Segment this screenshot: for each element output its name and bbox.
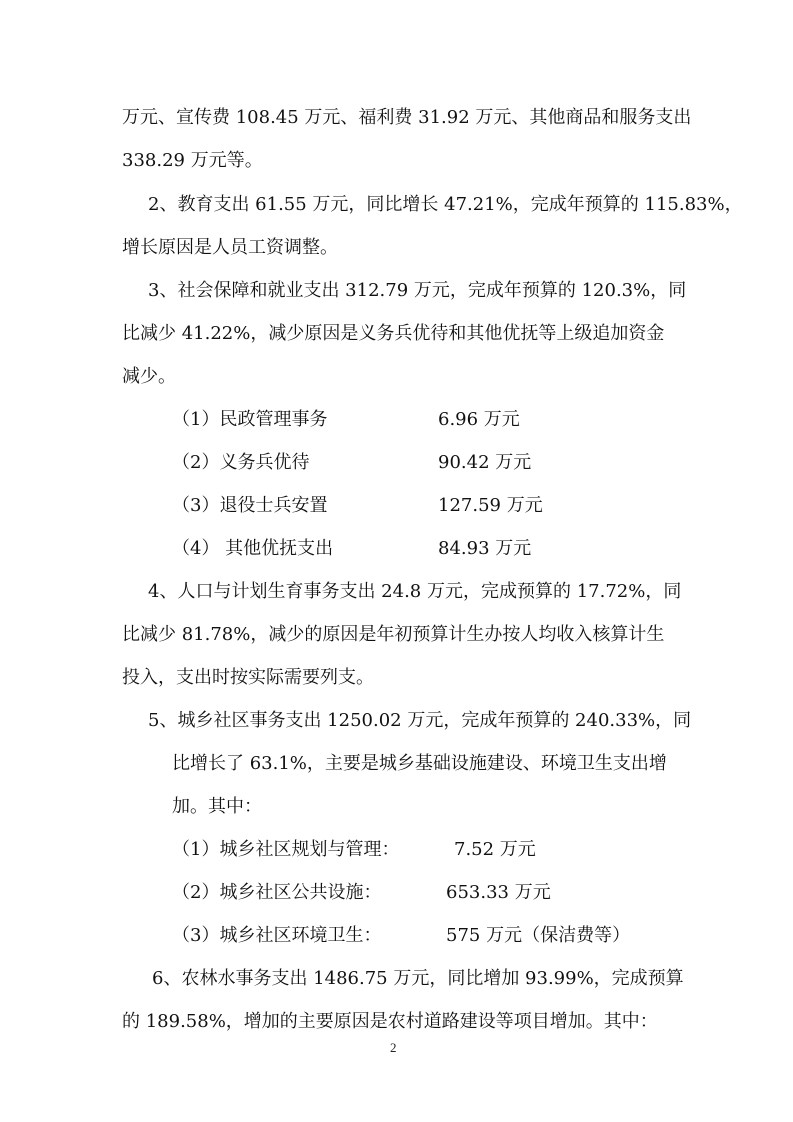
text-line: 2、教育支出 61.55 万元，同比增长 47.21%，完成年预算的 115.83%， xyxy=(148,194,743,215)
text-line: 比增长了 63.1%，主要是城乡基础设施建设、环境卫生支出增 xyxy=(172,753,667,774)
item-label: （4） 其他优抚支出 xyxy=(172,538,334,559)
item-value: 90.42 万元 xyxy=(438,452,532,473)
item-label: （3）城乡社区环境卫生： xyxy=(172,925,382,946)
item-label: （2）义务兵优待 xyxy=(172,452,310,473)
text-line: 比减少 41.22%，减少原因是义务兵优待和其他优抚等上级追加资金 xyxy=(122,323,665,344)
item-label: （1）城乡社区规划与管理： xyxy=(172,839,400,860)
text-line: 增长原因是人员工资调整。 xyxy=(122,237,338,258)
item-label: （2）城乡社区公共设施： xyxy=(172,882,382,903)
item-value: 127.59 万元 xyxy=(438,495,543,516)
item-value: 653.33 万元 xyxy=(446,882,551,903)
item-value: 7.52 万元 xyxy=(454,839,536,860)
text-line: 338.29 万元等。 xyxy=(122,150,263,171)
text-line: 万元、宣传费 108.45 万元、福利费 31.92 万元、其他商品和服务支出 xyxy=(122,107,692,128)
text-line: 比减少 81.78%，减少的原因是年初预算计生办按人均收入核算计生 xyxy=(122,624,665,645)
text-line: 投入，支出时按实际需要列支。 xyxy=(122,667,374,688)
text-line: 加。其中： xyxy=(172,796,262,817)
text-line: 3、社会保障和就业支出 312.79 万元，完成年预算的 120.3%，同 xyxy=(148,280,687,301)
item-label: （1）民政管理事务 xyxy=(172,409,328,430)
item-value: 6.96 万元 xyxy=(438,409,520,430)
item-value: 84.93 万元 xyxy=(438,538,532,559)
text-line: 减少。 xyxy=(122,366,176,387)
text-line: 6、农林水事务支出 1486.75 万元，同比增加 93.99%，完成预算 xyxy=(152,968,684,989)
text-line: 4、人口与计划生育事务支出 24.8 万元，完成预算的 17.72%，同 xyxy=(148,581,682,602)
text-line: 的 189.58%，增加的主要原因是农村道路建设等项目增加。其中： xyxy=(122,1011,658,1032)
item-value: 575 万元（保洁费等） xyxy=(446,925,631,946)
text-line: 5、城乡社区事务支出 1250.02 万元，完成年预算的 240.33%，同 xyxy=(148,710,692,731)
page-number: 2 xyxy=(390,1040,397,1055)
item-label: （3）退役士兵安置 xyxy=(172,495,328,516)
